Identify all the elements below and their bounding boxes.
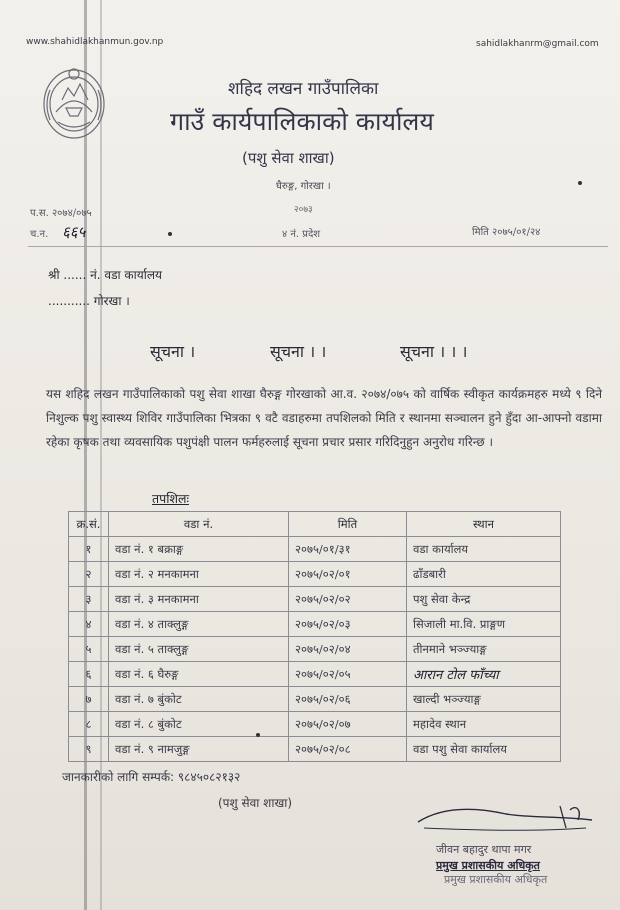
- row-place: वडा कार्यालय: [407, 537, 561, 562]
- row-place: महादेव स्थान: [407, 712, 561, 737]
- speck: [256, 733, 260, 737]
- address-line-2: ........... गोरखा ।: [48, 294, 130, 308]
- row-date: २०७५/०२/०२: [289, 587, 407, 612]
- camp-schedule-table: [68, 511, 561, 762]
- signature-icon: [410, 800, 600, 840]
- row-place: तीनमाने भञ्ज्याङ्ग: [407, 637, 561, 662]
- row-place: सिजाली मा.वि. प्राङ्गण: [407, 612, 561, 637]
- signatory-title: प्रमुख प्रशासकीय अधिकृत: [436, 859, 540, 872]
- header-place: स्थान: [407, 512, 561, 537]
- row-date: २०७५/०२/०७: [289, 712, 407, 737]
- municipality-name: शहिद लखन गाउँपालिका: [228, 79, 379, 99]
- table-row: [69, 712, 561, 737]
- speck: [168, 232, 172, 236]
- table-row: [69, 662, 561, 687]
- row-ward: वडा नं. ६ घैरुङ्ग: [109, 662, 289, 687]
- contact-info: जानकारीको लागि सम्पर्क: ९८४५०८२१३२: [62, 770, 241, 784]
- row-date: २०७५/०२/०५: [289, 662, 407, 687]
- row-place: पशु सेवा केन्द्र: [407, 587, 561, 612]
- office-location: घैरुङ्ग, गोरखा ।: [276, 181, 331, 192]
- province-text: ४ नं. प्रदेश: [282, 229, 321, 240]
- row-place: वडा पशु सेवा कार्यालय: [407, 737, 561, 762]
- header-ward: वडा नं.: [109, 512, 289, 537]
- table-row: [69, 687, 561, 712]
- table-header-row: [69, 512, 561, 537]
- header-serial: क्र.सं.: [69, 512, 109, 537]
- notice-heading-3: सूचना । । ।: [400, 342, 468, 361]
- date-text: मिति २०७५/०१/२४: [472, 227, 541, 238]
- row-serial: ६: [69, 662, 109, 687]
- row-serial: ५: [69, 637, 109, 662]
- row-ward: वडा नं. ३ मनकामना: [109, 587, 289, 612]
- row-date: २०७५/०२/०८: [289, 737, 407, 762]
- office-name: गाउँ कार्यपालिकाको कार्यालय: [170, 107, 434, 136]
- row-serial: २: [69, 562, 109, 587]
- speck: [578, 181, 582, 185]
- row-date: २०७५/०२/०६: [289, 687, 407, 712]
- header-date: मिति: [289, 512, 407, 537]
- row-date: २०७५/०२/०३: [289, 612, 407, 637]
- table-row: [69, 537, 561, 562]
- row-serial: १: [69, 537, 109, 562]
- section-signature: (पशु सेवा शाखा): [218, 796, 293, 810]
- notice-body: यस शहिद लखन गाउँपालिकाको पशु सेवा शाखा घैरुङ्ग गोरखाको आ.व. २०७४/०७५ को वार्षिक स्वीकृत कार्यक्रमहरु मध्ये ९ दिने निशुल्क पशु स्वास्थ्य शिविर गाउँपालिका भित्रका ९ वटै वडाहरुमा तपशिलको मिति र स्थानमा सञ्चालन हुने हुँदा आ-आफ्नो वडामा रहेका कृषक तथा व्यवसायिक पशुपंक्षी पालन फर्महरुलाई सूचना प्रचार प्रसार गरिदिनुहुन अनुरोध गरिन्छ ।: [46, 387, 602, 449]
- table-row: [69, 562, 561, 587]
- nepal-emblem-icon: [38, 60, 110, 142]
- row-ward: वडा नं. ५ ताक्लुङ्ग: [109, 637, 289, 662]
- row-serial: ७: [69, 687, 109, 712]
- table-row: [69, 637, 561, 662]
- address-line-1: श्री ...... नं. वडा कार्यालय: [48, 268, 162, 282]
- dispatch-number: ६६५: [62, 223, 86, 241]
- signatory-title-printed: प्रमुख प्रशासकीय अधिकृत: [444, 873, 548, 886]
- notice-heading-2: सूचना । ।: [270, 342, 327, 361]
- header-divider: [28, 246, 608, 247]
- row-serial: ४: [69, 612, 109, 637]
- row-place: खाल्दी भञ्ज्याङ्ग: [407, 687, 561, 712]
- row-ward: वडा नं. २ मनकामना: [109, 562, 289, 587]
- row-ward: वडा नं. १ बक्राङ्ग: [109, 537, 289, 562]
- website-text: www.shahidlakhanmun.gov.np: [26, 37, 164, 47]
- signatory-name: जीवन बहादुर थापा मगर: [436, 843, 532, 856]
- fiscal-year: प.स. २०७४/०७५: [30, 208, 92, 219]
- branch-name: (पशु सेवा शाखा): [242, 149, 335, 167]
- row-ward: वडा नं. ७ बुंकोट: [109, 687, 289, 712]
- row-serial: ९: [69, 737, 109, 762]
- row-place: आरान टोल फाँच्या: [407, 662, 561, 687]
- row-ward: वडा नं. ९ नामजुङ्ग: [109, 737, 289, 762]
- row-place: ढाँडबारी: [407, 562, 561, 587]
- row-date: २०७५/०२/०१: [289, 562, 407, 587]
- table-row: [69, 612, 561, 637]
- dispatch-label: च.न.: [30, 229, 49, 240]
- row-date: २०७५/०२/०४: [289, 637, 407, 662]
- row-serial: ३: [69, 587, 109, 612]
- table-caption: तपशिलः: [152, 491, 189, 506]
- email-text: sahidlakhanrm@gmail.com: [476, 39, 599, 49]
- notice-heading-1: सूचना ।: [150, 342, 196, 361]
- row-date: २०७५/०१/३१: [289, 537, 407, 562]
- established-year: २०७३: [294, 205, 313, 215]
- table-row: [69, 737, 561, 762]
- row-ward: वडा नं. ८ बुंकोट: [109, 712, 289, 737]
- row-serial: ८: [69, 712, 109, 737]
- row-ward: वडा नं. ४ ताक्लुङ्ग: [109, 612, 289, 637]
- table-row: [69, 587, 561, 612]
